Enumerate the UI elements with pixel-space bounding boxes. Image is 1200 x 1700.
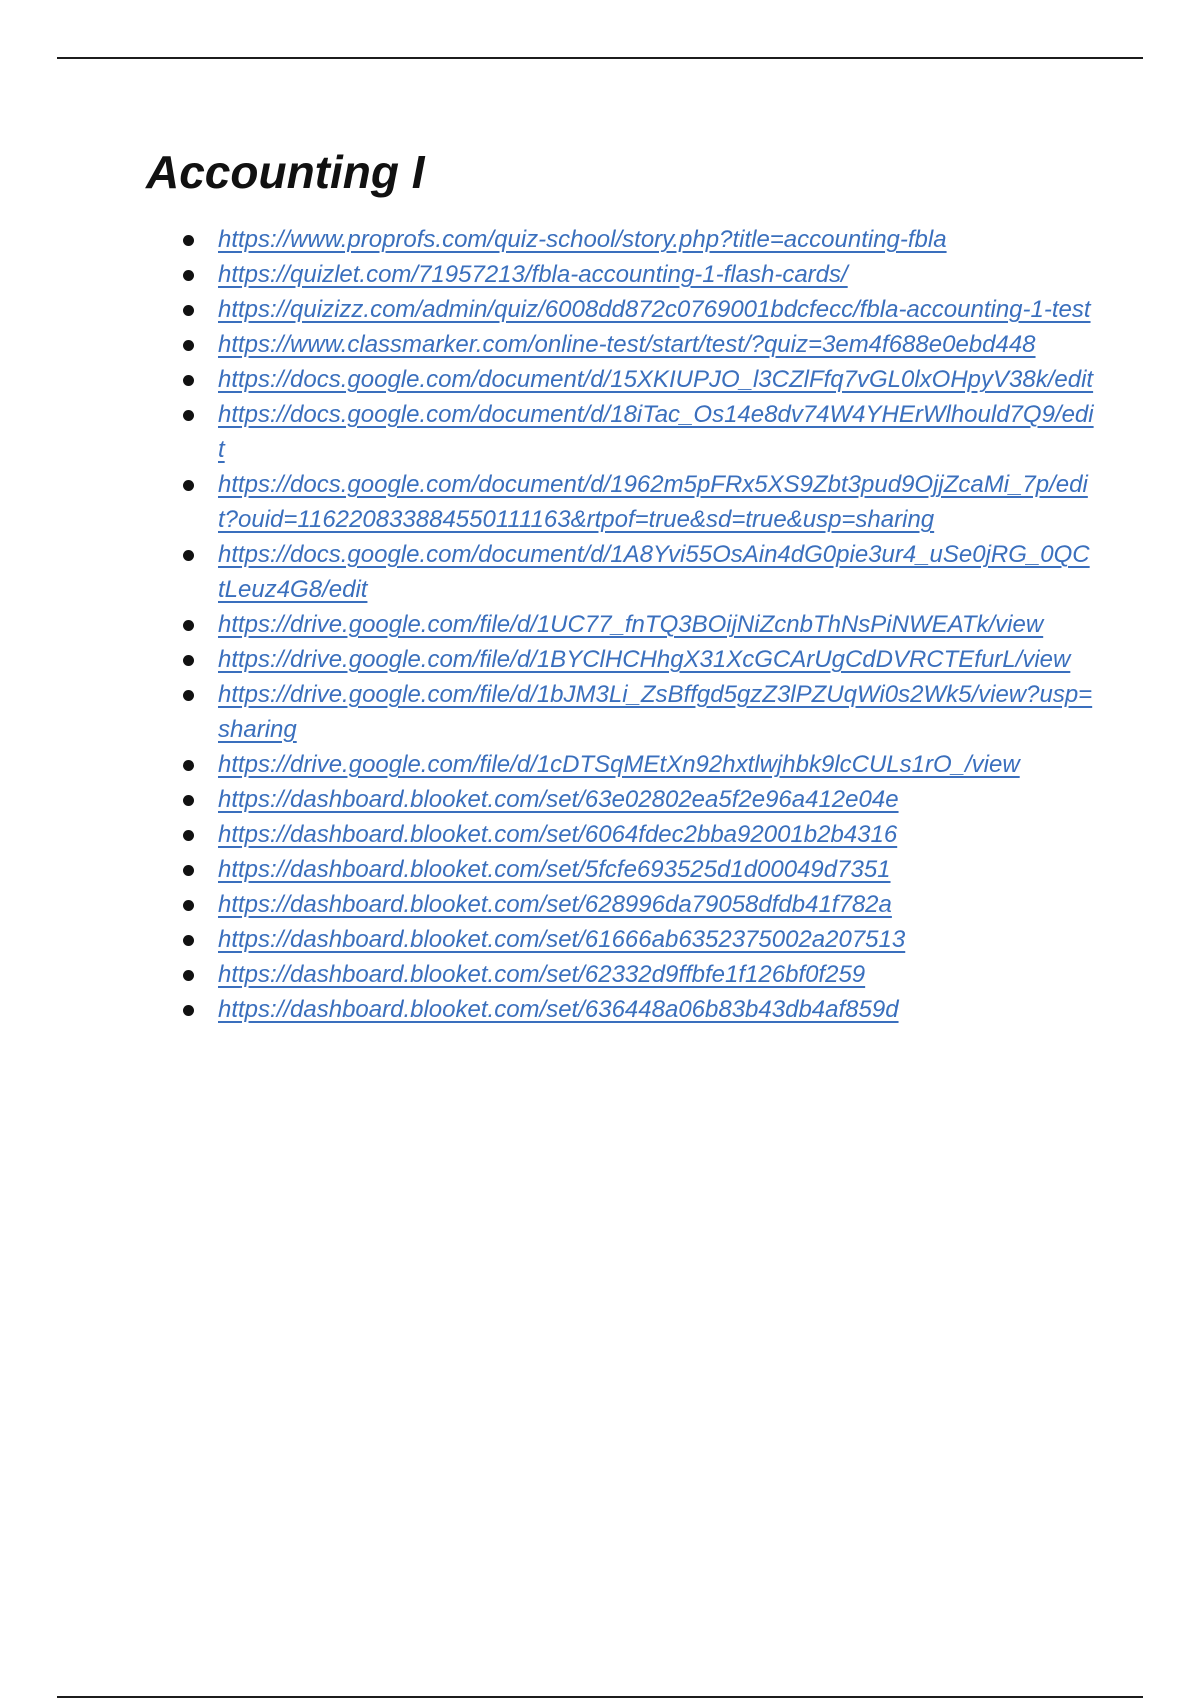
bullet-icon [183,655,194,666]
bullet-icon [183,340,194,351]
bullet-icon [183,795,194,806]
hyperlink[interactable]: https://drive.google.com/file/d/1UC77_fnTQ3BOijNiZcnbThNsPiNWEATk/view [218,611,1044,638]
bullet-icon [183,235,194,246]
list-item [175,222,1095,257]
hyperlink[interactable]: https://dashboard.blooket.com/set/628996da79058dfdb41f782a [218,891,892,918]
hyperlink[interactable]: https://dashboard.blooket.com/set/63e02802ea5f2e96a412e04e [218,786,899,813]
bullet-icon [183,305,194,316]
list-item [175,852,1095,887]
bullet-icon [183,865,194,876]
bullet-icon [183,375,194,386]
hyperlink[interactable]: https://docs.google.com/document/d/18iTac_Os14e8dv74W4YHErWlhould7Q9/edit [218,401,1094,463]
hyperlink[interactable]: https://dashboard.blooket.com/set/6064fdec2bba92001b2b4316 [218,821,898,848]
hyperlink[interactable]: https://quizlet.com/71957213/fbla-accounting-1-flash-cards/ [218,261,848,288]
list-item [175,677,1095,747]
hyperlink[interactable]: https://dashboard.blooket.com/set/62332d9ffbfe1f126bf0f259 [218,961,866,988]
list-item [175,292,1095,327]
bullet-icon [183,620,194,631]
bullet-icon [183,1005,194,1016]
list-item [175,642,1095,677]
list-item [175,957,1095,992]
bullet-icon [183,900,194,911]
bullet-icon [183,830,194,841]
bullet-icon [183,760,194,771]
hyperlink[interactable]: https://dashboard.blooket.com/set/5fcfe693525d1d00049d7351 [218,856,891,883]
list-item [175,537,1095,607]
hyperlink[interactable]: https://dashboard.blooket.com/set/636448a06b83b43db4af859d [218,996,899,1023]
list-item [175,362,1095,397]
bullet-icon [183,970,194,981]
bullet-icon [183,410,194,421]
bullet-icon [183,690,194,701]
hyperlink[interactable]: https://docs.google.com/document/d/15XKIUPJO_l3CZlFfq7vGL0lxOHpyV38k/edit [218,366,1094,393]
bullet-icon [183,480,194,491]
hyperlink[interactable]: https://docs.google.com/document/d/1962m5pFRx5XS9Zbt3pud9OjjZcaMi_7p/edit?ouid=116220833884550111163&rtpof=true&sd=true&usp=sharing [218,471,1088,533]
list-item [175,887,1095,922]
list-item [175,992,1095,1027]
list-item [175,817,1095,852]
list-item [175,782,1095,817]
list-item [175,607,1095,642]
list-item [175,327,1095,362]
list-item [175,257,1095,292]
list-item [175,397,1095,467]
top-divider [57,57,1143,59]
hyperlink[interactable]: https://drive.google.com/file/d/1BYClHCHhgX31XcGCArUgCdDVRCTEfurL/view [218,646,1071,673]
list-item [175,747,1095,782]
bullet-icon [183,935,194,946]
page-title: Accounting I [146,146,425,198]
hyperlink[interactable]: https://drive.google.com/file/d/1cDTSqMEtXn92hxtlwjhbk9lcCULs1rO_/view [218,751,1020,778]
bullet-icon [183,550,194,561]
hyperlink[interactable]: https://drive.google.com/file/d/1bJM3Li_ZsBffgd5gzZ3lPZUqWi0s2Wk5/view?usp=sharing [218,681,1093,743]
list-item [175,467,1095,537]
bottom-divider [57,1696,1143,1698]
list-item [175,922,1095,957]
link-list [175,222,1095,1027]
hyperlink[interactable]: https://www.classmarker.com/online-test/start/test/?quiz=3em4f688e0ebd448 [218,331,1036,358]
hyperlink[interactable]: https://quizizz.com/admin/quiz/6008dd872c0769001bdcfecc/fbla-accounting-1-test [218,296,1091,323]
bullet-icon [183,270,194,281]
hyperlink[interactable]: https://dashboard.blooket.com/set/61666ab6352375002a207513 [218,926,906,953]
hyperlink[interactable]: https://docs.google.com/document/d/1A8Yvi55OsAin4dG0pie3ur4_uSe0jRG_0QCtLeuz4G8/edit [218,541,1090,603]
hyperlink[interactable]: https://www.proprofs.com/quiz-school/story.php?title=accounting-fbla [218,226,947,253]
